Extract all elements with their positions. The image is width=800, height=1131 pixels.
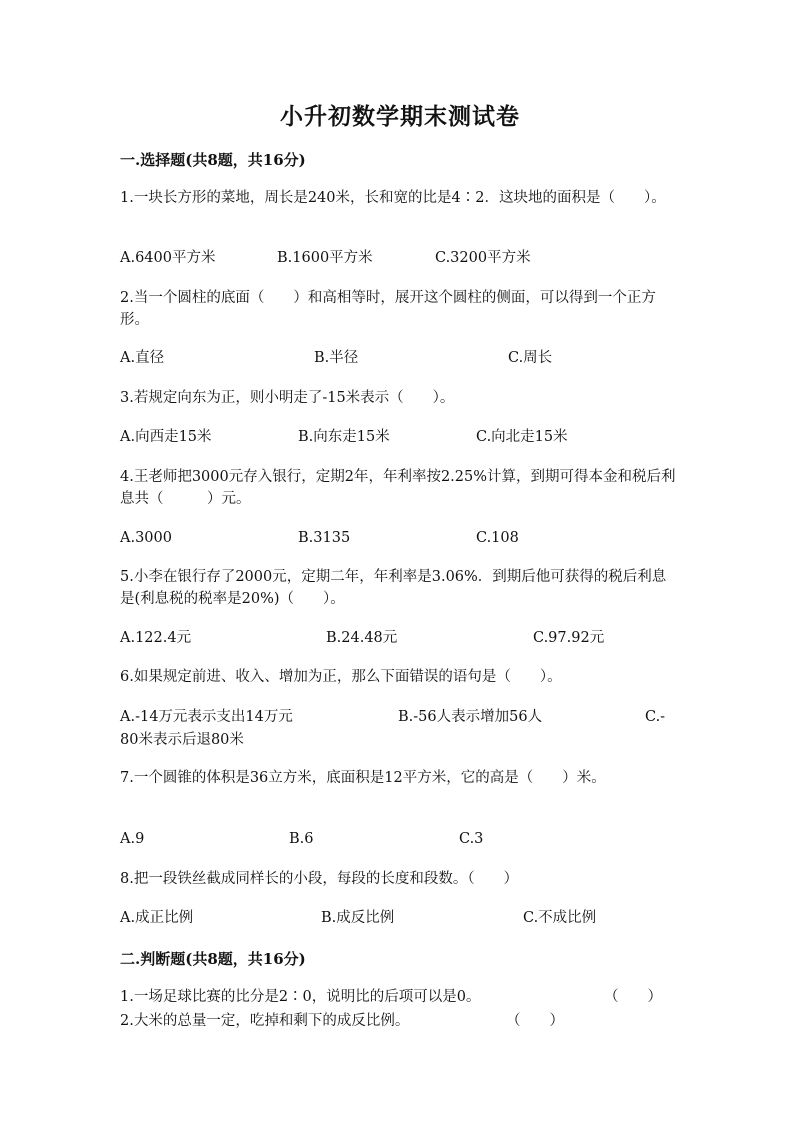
answer-paren: （ ） (506, 1013, 564, 1029)
judgement-2: 2.大米的总量一定，吃掉和剩下的成反比例。 (120, 1013, 410, 1029)
option-c: C.3 (459, 831, 484, 847)
question-6: 6.如果规定前进、收入、增加为正，那么下面错误的语句是（ ）。 (120, 669, 562, 685)
question-3: 3.若规定向东为正，则小明走了-15米表示（ ）。 (120, 390, 455, 406)
option-a: A.直径 (120, 350, 165, 366)
option-a: A.向西走15米 (120, 429, 212, 445)
option-a: A.6400平方米 (120, 250, 216, 266)
option-c: C.108 (476, 530, 519, 546)
question-1: 1.一块长方形的菜地，周长是240米，长和宽的比是4∶2．这块地的面积是（ ）。 (120, 190, 666, 206)
option-c: C.3200平方米 (435, 250, 531, 266)
option-a: A.成正比例 (120, 910, 194, 926)
option-c: C.不成比例 (523, 910, 597, 926)
section-heading-judgement: 二.判断题(共8题，共16分) (120, 950, 306, 968)
option-c: C.97.92元 (533, 630, 605, 646)
judgement-1: 1.一场足球比赛的比分是2∶0，说明比的后项可以是0。 (120, 989, 481, 1005)
option-a: A.122.4元 (120, 630, 192, 646)
section-heading-choice: 一.选择题(共8题，共16分) (120, 151, 306, 169)
option-b: B.-56人表示增加56人 (398, 709, 543, 725)
question-7: 7.一个圆锥的体积是36立方米，底面积是12平方米，它的高是（ ）米。 (120, 770, 606, 786)
option-b: B.3135 (298, 530, 351, 546)
question-4: 4.王老师把3000元存入银行，定期2年，年利率按2.25%计算，到期可得本金和税后利息共（ ）元。 (120, 469, 676, 507)
option-b: B.6 (289, 831, 314, 847)
page-title: 小升初数学期末测试卷 (280, 103, 520, 130)
option-c: C.- (645, 709, 666, 725)
question-2: 2.当一个圆柱的底面（ ）和高相等时，展开这个圆柱的侧面，可以得到一个正方形。 (120, 290, 656, 328)
option-b: B.半径 (314, 350, 359, 366)
option-b: B.向东走15米 (298, 429, 390, 445)
option-a: A.-14万元表示支出14万元 (120, 709, 293, 725)
option-a: A.9 (120, 831, 145, 847)
option-a: A.3000 (120, 530, 172, 546)
option-b: B.1600平方米 (277, 250, 373, 266)
option-c-continued: 80米表示后退80米 (120, 732, 244, 748)
option-c: C.周长 (508, 350, 553, 366)
option-b: B.24.48元 (326, 630, 398, 646)
question-8: 8.把一段铁丝截成同样长的小段，每段的长度和段数。（ ） (120, 871, 519, 887)
answer-paren: （ ） (604, 989, 662, 1005)
option-b: B.成反比例 (321, 910, 395, 926)
option-c: C.向北走15米 (476, 429, 568, 445)
question-5: 5.小李在银行存了2000元，定期二年，年利率是3.06%．到期后他可获得的税后利息是(利息税的税率是20%)（ ）。 (120, 569, 667, 607)
